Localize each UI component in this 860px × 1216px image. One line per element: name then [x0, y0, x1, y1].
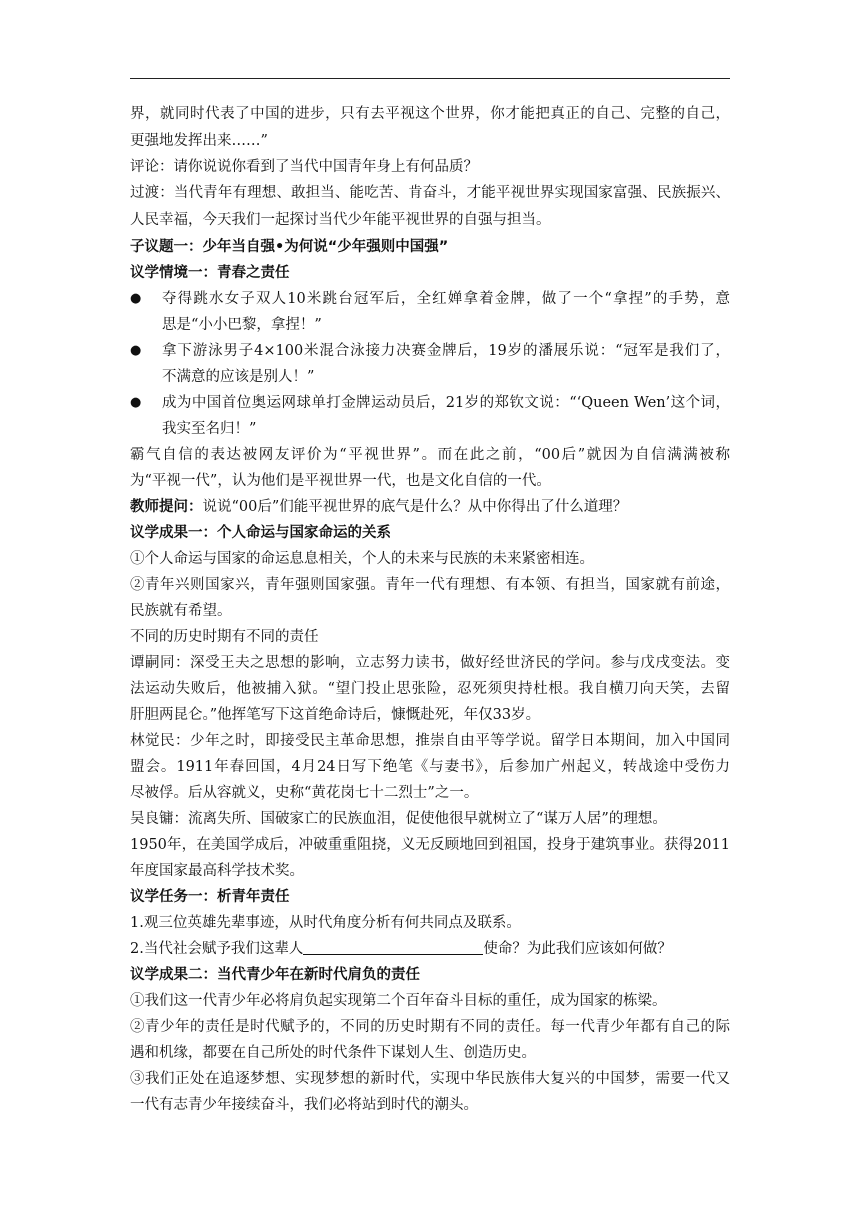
- section-heading: 议学成果二：当代青少年在新时代肩负的责任: [130, 967, 420, 983]
- bullet-line: 夺得跳水女子双人10米跳台冠军后，全红婵拿着金牌，做了一个“拿捏”的手势，意: [162, 291, 730, 307]
- paragraph-line: 法运动失败后，他被捕入狱。“望门投止思张险，忍死须臾持杜根。我自横刀向天笑，去留: [130, 681, 730, 697]
- section-heading: 议学情境一：青春之责任: [130, 265, 290, 281]
- paragraph-line: 遇和机缘，都要在自己所处的时代条件下谋划人生、创造历史。: [130, 1045, 536, 1061]
- paragraph-line: 1950年，在美国学成后，冲破重重阻挠，义无反顾地回到祖国，投身于建筑事业。获得2011: [130, 837, 730, 853]
- paragraph-line: 盟会。1911年春回国，4月24日写下绝笔《与妻书》，后参加广州起义，转战途中受伤力: [130, 759, 730, 775]
- paragraph-line: 为“平视一代”，认为他们是平视世界一代，也是文化自信的一代。: [130, 473, 551, 489]
- paragraph-line: 林觉民：少年之时，即接受民主革命思想，推崇自由平等学说。留学日本期间，加入中国同: [130, 733, 730, 749]
- task-text-after: 使命？为此我们应该如何做？: [483, 941, 672, 957]
- transition-line: 人民幸福，今天我们一起探讨当代少年能平视世界的自强与担当。: [130, 212, 551, 228]
- header-rule: [130, 78, 730, 79]
- paragraph-line: ①个人命运与国家的命运息息相关，个人的未来与民族的未来紧密相连。: [130, 551, 594, 567]
- paragraph-line: ①我们这一代青少年必将肩负起实现第二个百年奋斗目标的重任，成为国家的栋梁。: [130, 993, 667, 1009]
- paragraph-line: 霸气自信的表达被网友评价为“平视世界”。而在此之前，“00后”就因为自信满满被称: [130, 447, 730, 463]
- comment-line: 评论：请你说说你看到了当代中国青年身上有何品质？: [130, 159, 478, 175]
- paragraph-line: 肝胆两昆仑。”他挥笔写下这首绝命诗后，慷慨赴死，年仅33岁。: [130, 707, 541, 723]
- paragraph-line: 不同的历史时期有不同的责任: [130, 629, 319, 645]
- bullet-icon: ●: [130, 343, 142, 358]
- fill-in-blank[interactable]: [303, 939, 483, 955]
- bullet-line: 我实至名归！”: [162, 421, 257, 437]
- teacher-question-line: [130, 496, 730, 518]
- paragraph-line: ②青年兴则国家兴，青年强则国家强。青年一代有理想、有本领、有担当，国家就有前途，: [130, 577, 730, 593]
- teacher-question-text: 说说“00后”们能平视世界的底气是什么？从中你得出了什么道理？: [202, 499, 628, 515]
- bullet-icon: ●: [130, 291, 142, 306]
- section-heading: 议学任务一：析青年责任: [130, 889, 290, 905]
- bullet-line: 不满意的应该是别人！”: [162, 369, 315, 385]
- paragraph-line: 民族就有希望。: [130, 603, 232, 619]
- section-heading: 议学成果一：个人命运与国家命运的关系: [130, 525, 391, 541]
- task-line: 1.观三位英雄先辈事迹，从时代角度分析有何共同点及联系。: [130, 915, 521, 931]
- paragraph-line: 界，就同时代表了中国的进步，只有去平视这个世界，你才能把真正的自己、完整的自己，: [130, 106, 730, 122]
- paragraph-line: 吴良镛：流离失所、国破家亡的民族血泪，促使他很早就树立了“谋万人居”的理想。: [130, 811, 667, 827]
- sub-topic-heading: 子议题一：少年当自强•为何说“少年强则中国强”: [130, 239, 449, 255]
- paragraph-line: ③我们正处在追逐梦想、实现梦想的新时代，实现中华民族伟大复兴的中国梦，需要一代又: [130, 1071, 730, 1087]
- task-line: [130, 938, 730, 960]
- paragraph-line: 尽被俘。后从容就义，史称“黄花岗七十二烈士”之一。: [130, 785, 479, 801]
- paragraph-line: 年度国家最高科学技术奖。: [130, 863, 304, 879]
- paragraph-line: 一代有志青少年接续奋斗，我们必将站到时代的潮头。: [130, 1097, 478, 1113]
- bullet-icon: ●: [130, 395, 142, 410]
- transition-line: 过渡：当代青年有理想、敢担当、能吃苦、肯奋斗，才能平视世界实现国家富强、民族振兴、: [130, 185, 730, 201]
- paragraph-line: 更强地发挥出来……”: [130, 133, 268, 149]
- bullet-line: 思是“小小巴黎，拿捏！”: [162, 317, 322, 333]
- paragraph-line: ②青少年的责任是时代赋予的，不同的历史时期有不同的责任。每一代青少年都有自己的际: [130, 1019, 730, 1035]
- bullet-line: 成为中国首位奥运网球单打金牌运动员后，21岁的郑钦文说：“‘Queen Wen’这个词，: [162, 395, 730, 411]
- task-text-before: 2.当代社会赋予我们这辈人: [130, 941, 304, 957]
- teacher-question-label: 教师提问：: [130, 499, 203, 515]
- bullet-line: 拿下游泳男子4×100米混合泳接力决赛金牌后，19岁的潘展乐说：“冠军是我们了，: [162, 343, 730, 359]
- paragraph-line: 谭嗣同：深受王夫之思想的影响，立志努力读书，做好经世济民的学问。参与戊戌变法。变: [130, 655, 730, 671]
